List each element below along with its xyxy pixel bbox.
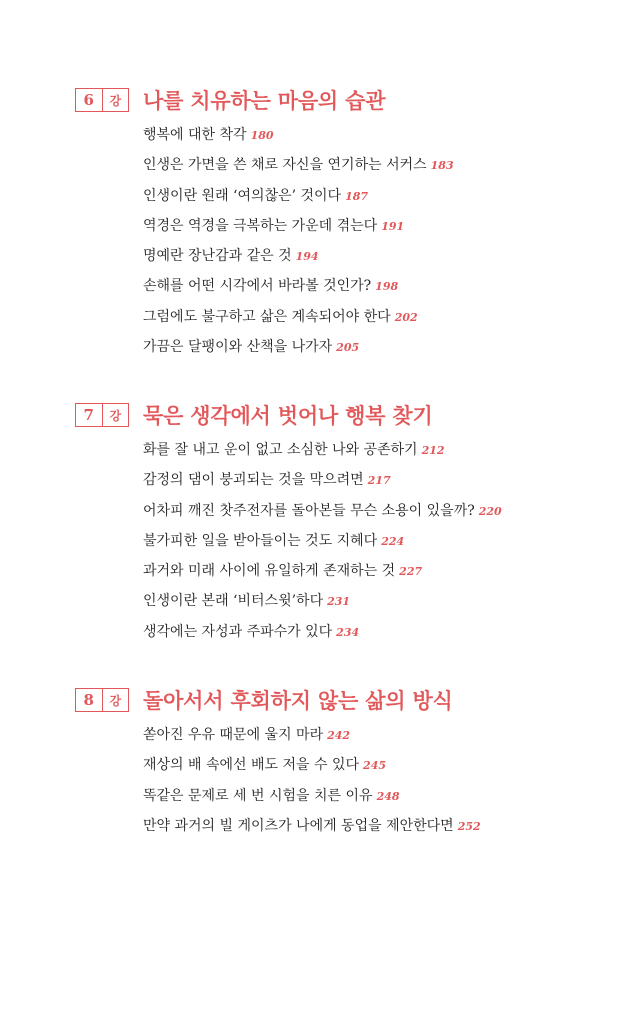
toc-item-page: 234 bbox=[336, 625, 360, 639]
toc-item[interactable] bbox=[143, 586, 502, 616]
toc-item-title: 손해를 어떤 시각에서 바라볼 것인가? bbox=[143, 278, 372, 295]
toc-item[interactable] bbox=[143, 811, 481, 841]
toc-item-title: 인생이란 원래 ‘여의찮은’ 것이다 bbox=[143, 187, 342, 204]
chapter-unit: 강 bbox=[109, 408, 122, 423]
toc-list bbox=[143, 120, 454, 362]
toc-item[interactable] bbox=[143, 120, 454, 150]
chapter-number-badge bbox=[75, 88, 129, 112]
toc-item[interactable] bbox=[143, 150, 454, 180]
toc-item-title: 만약 과거의 빌 게이츠가 나에게 동업을 제안한다면 bbox=[143, 817, 454, 834]
toc-item-page: 220 bbox=[478, 504, 502, 518]
toc-item-title: 생각에는 자성과 주파수가 있다 bbox=[143, 623, 333, 640]
toc-item[interactable] bbox=[143, 720, 481, 750]
toc-list bbox=[143, 435, 502, 647]
toc-item-page: 205 bbox=[336, 341, 360, 355]
toc-item[interactable] bbox=[143, 556, 502, 586]
toc-item-title: 불가피한 일을 받아들이는 것도 지혜다 bbox=[143, 532, 378, 549]
toc-item[interactable] bbox=[143, 526, 502, 556]
toc-item[interactable] bbox=[143, 181, 454, 211]
toc-item-title: 똑같은 문제로 세 번 시험을 치른 이유 bbox=[143, 787, 373, 804]
toc-item-title: 인생이란 본래 ‘비터스윗’하다 bbox=[143, 593, 324, 610]
chapter-unit: 강 bbox=[109, 93, 122, 108]
toc-item[interactable] bbox=[143, 271, 454, 301]
toc-item[interactable] bbox=[143, 302, 454, 332]
toc-item-title: 재상의 배 속에선 배도 저을 수 있다 bbox=[143, 757, 360, 774]
toc-item-title: 쏟아진 우유 때문에 울지 마라 bbox=[143, 727, 324, 743]
chapter-unit: 강 bbox=[109, 693, 122, 708]
toc-item-title: 화를 잘 내고 운이 없고 소심한 나와 공존하기 bbox=[143, 442, 418, 458]
toc-item-page: 198 bbox=[375, 280, 399, 294]
chapter-heading bbox=[0, 686, 640, 718]
chapter-6 bbox=[0, 86, 640, 356]
toc-list bbox=[143, 720, 481, 841]
chapter-number: 8 bbox=[76, 689, 103, 711]
toc-item-title: 어차피 깨진 찻주전자를 돌아본들 무슨 소용이 있을까? bbox=[143, 502, 475, 519]
toc-item[interactable] bbox=[143, 496, 502, 526]
toc-item-page: 212 bbox=[421, 444, 445, 457]
toc-item-page: 217 bbox=[367, 474, 391, 488]
toc-item-title: 감정의 댐이 붕괴되는 것을 막으려면 bbox=[143, 472, 364, 489]
toc-item-page: 224 bbox=[381, 534, 405, 548]
toc-item[interactable] bbox=[143, 211, 454, 241]
chapter-title: 돌아서서 후회하지 않는 삶의 방식 bbox=[143, 688, 453, 713]
chapter-number-badge bbox=[75, 688, 129, 712]
toc-item-page: 248 bbox=[376, 789, 400, 803]
chapter-number: 7 bbox=[76, 404, 103, 426]
chapter-number: 6 bbox=[76, 89, 103, 111]
toc-item-page: 194 bbox=[295, 250, 319, 264]
chapter-title: 묵은 생각에서 벗어나 행복 찾기 bbox=[143, 403, 433, 428]
toc-item-page: 227 bbox=[399, 565, 423, 579]
toc-item-title: 그럼에도 불구하고 삶은 계속되어야 한다 bbox=[143, 308, 391, 325]
toc-item-title: 역경은 역경을 극복하는 가운데 겪는다 bbox=[143, 217, 378, 234]
toc-item[interactable] bbox=[143, 750, 481, 780]
toc-item-title: 명예란 장난감과 같은 것 bbox=[143, 248, 292, 265]
toc-item-title: 과거와 미래 사이에 유일하게 존재하는 것 bbox=[143, 563, 396, 580]
toc-item-page: 187 bbox=[345, 189, 369, 203]
chapter-number-badge bbox=[75, 403, 129, 427]
chapter-heading bbox=[0, 401, 640, 433]
toc-item[interactable] bbox=[143, 435, 502, 465]
toc-item[interactable] bbox=[143, 781, 481, 811]
toc-item-page: 180 bbox=[250, 129, 274, 142]
toc-item-page: 242 bbox=[327, 729, 351, 742]
chapter-7 bbox=[0, 401, 640, 640]
toc-item-title: 행복에 대한 착각 bbox=[143, 127, 247, 143]
toc-item-page: 202 bbox=[394, 310, 418, 324]
toc-item[interactable] bbox=[143, 241, 454, 271]
toc-item[interactable] bbox=[143, 465, 502, 495]
toc-item-page: 245 bbox=[363, 759, 387, 773]
toc-item-page: 252 bbox=[457, 819, 481, 833]
toc-item-title: 가끔은 달팽이와 산책을 나가자 bbox=[143, 339, 333, 356]
toc-item[interactable] bbox=[143, 617, 502, 647]
toc-item-page: 191 bbox=[381, 219, 405, 233]
chapter-8 bbox=[0, 686, 640, 834]
chapter-title: 나를 치유하는 마음의 습관 bbox=[143, 88, 386, 113]
toc-item-title: 인생은 가면을 쓴 채로 자신을 연기하는 서커스 bbox=[143, 157, 427, 174]
toc-item-page: 183 bbox=[430, 159, 454, 173]
toc-item-page: 231 bbox=[327, 595, 351, 609]
chapter-heading bbox=[0, 86, 640, 118]
toc-item[interactable] bbox=[143, 332, 454, 362]
